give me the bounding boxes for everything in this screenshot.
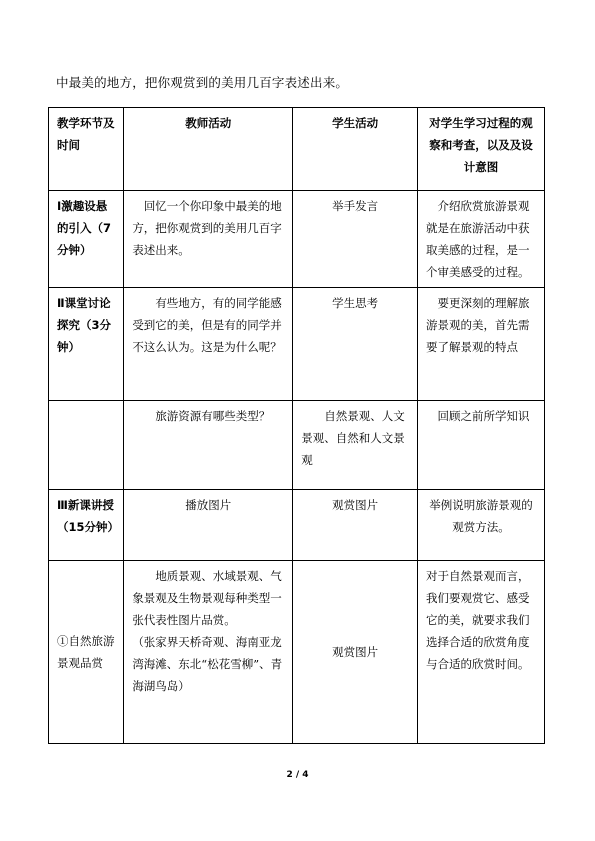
note-cell: 举例说明旅游景观的观赏方法。 (418, 490, 545, 561)
header-teacher: 教师活动 (124, 108, 293, 191)
note-cell: 对于自然景观而言，我们要观赏它、感受它的美，就要求我们选择合适的欣赏角度与合适的欣赏时间。 (418, 561, 545, 744)
note-cell: 回顾之前所学知识 (418, 401, 545, 490)
stage-cell (49, 401, 124, 490)
table-row (49, 401, 545, 490)
page-number: 2 / 4 (286, 770, 309, 780)
header-student: 学生活动 (293, 108, 418, 191)
table-row (49, 288, 545, 401)
header-stage: 教学环节及时间 (49, 108, 124, 191)
stage-cell: Ⅰ激趣设悬的引入（7分钟） (49, 191, 124, 288)
stage-cell: Ⅱ课堂讨论探究（3分钟） (49, 288, 124, 401)
intro-text: 中最美的地方，把你观赏到的美用几百字表述出来。 (56, 75, 349, 90)
stage-cell: Ⅲ新课讲授（15分钟） (49, 490, 124, 561)
teacher-extra-text: （张家界天桥奇观、海南亚龙湾海滩、东北“松花雪柳”、青海湖鸟岛） (132, 635, 283, 693)
student-cell: 观赏图片 (293, 561, 418, 744)
teacher-cell (124, 561, 293, 744)
table-header-row (49, 108, 545, 191)
student-cell: 学生思考 (293, 288, 418, 401)
student-cell: 观赏图片 (293, 490, 418, 561)
table-row (49, 561, 545, 744)
teacher-cell: 播放图片 (124, 490, 293, 561)
table-row (49, 490, 545, 561)
teacher-cell: 回忆一个你印象中最美的地方，把你观赏到的美用几百字表述出来。 (124, 191, 293, 288)
table-row (49, 191, 545, 288)
teacher-cell: 旅游资源有哪些类型？ (124, 401, 293, 490)
lesson-plan-table (48, 107, 545, 744)
teacher-cell: 有些地方，有的同学能感受到它的美，但是有的同学并不这么认为。这是为什么呢？ (124, 288, 293, 401)
student-cell: 举手发言 (293, 191, 418, 288)
stage-cell: ①自然旅游景观品赏 (49, 561, 124, 744)
student-cell: 自然景观、人文景观、自然和人文景观 (293, 401, 418, 490)
teacher-main-text: 地质景观、水域景观、气象景观及生物景观每种类型一张代表性图片品赏。 (132, 569, 282, 627)
note-cell: 要更深刻的理解旅游景观的美，首先需要了解景观的特点 (418, 288, 545, 401)
note-cell: 介绍欣赏旅游景观就是在旅游活动中获取美感的过程，是一个审美感受的过程。 (418, 191, 545, 288)
header-observation: 对学生学习过程的观察和考查，以及及设计意图 (418, 108, 545, 191)
